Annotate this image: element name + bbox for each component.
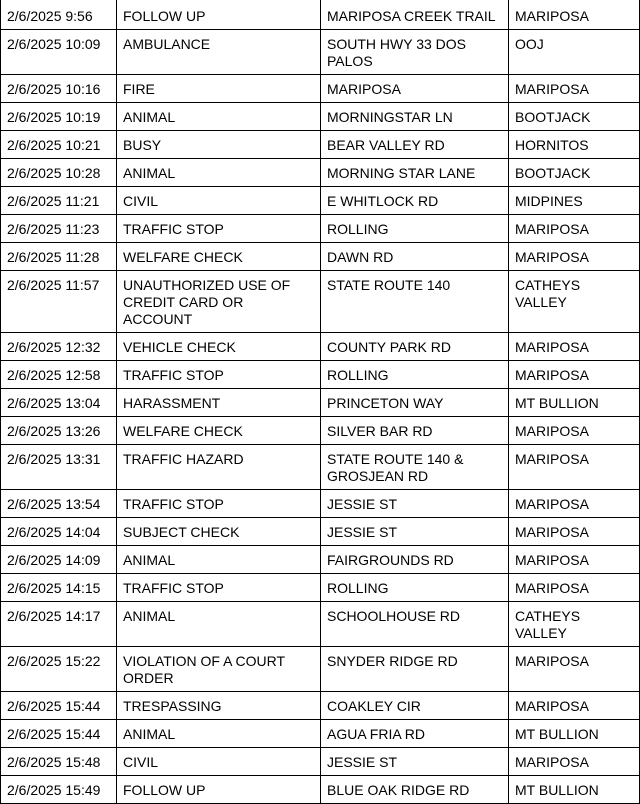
call-datetime-cell: 2/6/2025 14:15 <box>1 574 117 602</box>
call-type-cell: VIOLATION OF A COURT ORDER <box>117 647 321 692</box>
call-area-cell: MT BULLION <box>509 776 640 804</box>
call-location-cell: MORNINGSTAR LN <box>321 103 509 131</box>
table-row <box>1 389 640 417</box>
call-location-cell: SCHOOLHOUSE RD <box>321 602 509 647</box>
table-row <box>1 271 640 333</box>
call-area-cell: BOOTJACK <box>509 159 640 187</box>
call-type-cell: TRAFFIC STOP <box>117 361 321 389</box>
call-datetime-cell: 2/6/2025 13:54 <box>1 490 117 518</box>
call-area-cell: OOJ <box>509 30 640 75</box>
call-datetime-cell: 2/6/2025 13:04 <box>1 389 117 417</box>
call-datetime-cell: 2/6/2025 14:17 <box>1 602 117 647</box>
call-area-cell: BOOTJACK <box>509 103 640 131</box>
call-location-cell: ROLLING <box>321 215 509 243</box>
call-area-cell: MARIPOSA <box>509 546 640 574</box>
call-datetime-cell: 2/6/2025 10:28 <box>1 159 117 187</box>
call-datetime-cell: 2/6/2025 12:58 <box>1 361 117 389</box>
call-area-cell: MARIPOSA <box>509 748 640 776</box>
table-row <box>1 776 640 804</box>
call-log-body <box>1 0 640 804</box>
call-type-cell: ANIMAL <box>117 546 321 574</box>
call-datetime-cell: 2/6/2025 11:57 <box>1 271 117 333</box>
call-type-cell: FOLLOW UP <box>117 776 321 804</box>
call-datetime-cell: 2/6/2025 11:21 <box>1 187 117 215</box>
call-area-cell: MIDPINES <box>509 187 640 215</box>
call-location-cell: E WHITLOCK RD <box>321 187 509 215</box>
call-datetime-cell: 2/6/2025 15:44 <box>1 720 117 748</box>
call-datetime-cell: 2/6/2025 13:31 <box>1 445 117 490</box>
call-type-cell: AMBULANCE <box>117 30 321 75</box>
call-datetime-cell: 2/6/2025 11:23 <box>1 215 117 243</box>
call-datetime-cell: 2/6/2025 14:09 <box>1 546 117 574</box>
call-type-cell: TRAFFIC STOP <box>117 490 321 518</box>
table-row <box>1 361 640 389</box>
call-location-cell: SOUTH HWY 33 DOS PALOS <box>321 30 509 75</box>
table-row <box>1 30 640 75</box>
call-type-cell: FOLLOW UP <box>117 0 321 30</box>
call-type-cell: ANIMAL <box>117 602 321 647</box>
call-type-cell: ANIMAL <box>117 720 321 748</box>
call-type-cell: SUBJECT CHECK <box>117 518 321 546</box>
call-location-cell: MARIPOSA <box>321 75 509 103</box>
call-location-cell: STATE ROUTE 140 & GROSJEAN RD <box>321 445 509 490</box>
call-datetime-cell: 2/6/2025 15:49 <box>1 776 117 804</box>
call-area-cell: MARIPOSA <box>509 215 640 243</box>
call-location-cell: SILVER BAR RD <box>321 417 509 445</box>
call-area-cell: MARIPOSA <box>509 445 640 490</box>
call-area-cell: HORNITOS <box>509 131 640 159</box>
call-area-cell: MARIPOSA <box>509 574 640 602</box>
call-location-cell: BEAR VALLEY RD <box>321 131 509 159</box>
call-location-cell: MORNING STAR LANE <box>321 159 509 187</box>
call-area-cell: MARIPOSA <box>509 518 640 546</box>
call-location-cell: COAKLEY CIR <box>321 692 509 720</box>
call-datetime-cell: 2/6/2025 12:32 <box>1 333 117 361</box>
table-row <box>1 445 640 490</box>
call-area-cell: MARIPOSA <box>509 75 640 103</box>
call-datetime-cell: 2/6/2025 15:22 <box>1 647 117 692</box>
call-type-cell: ANIMAL <box>117 103 321 131</box>
call-datetime-cell: 2/6/2025 10:16 <box>1 75 117 103</box>
call-datetime-cell: 2/6/2025 10:21 <box>1 131 117 159</box>
call-datetime-cell: 2/6/2025 11:28 <box>1 243 117 271</box>
call-area-cell: MARIPOSA <box>509 361 640 389</box>
call-location-cell: JESSIE ST <box>321 490 509 518</box>
call-type-cell: WELFARE CHECK <box>117 417 321 445</box>
call-location-cell: ROLLING <box>321 361 509 389</box>
table-row <box>1 692 640 720</box>
table-row <box>1 546 640 574</box>
call-type-cell: VEHICLE CHECK <box>117 333 321 361</box>
call-area-cell: CATHEYS VALLEY <box>509 271 640 333</box>
call-type-cell: ANIMAL <box>117 159 321 187</box>
call-datetime-cell: 2/6/2025 15:48 <box>1 748 117 776</box>
table-row <box>1 333 640 361</box>
table-row <box>1 574 640 602</box>
call-location-cell: FAIRGROUNDS RD <box>321 546 509 574</box>
call-type-cell: TRAFFIC STOP <box>117 574 321 602</box>
call-area-cell: MARIPOSA <box>509 243 640 271</box>
call-area-cell: CATHEYS VALLEY <box>509 602 640 647</box>
call-type-cell: TRAFFIC HAZARD <box>117 445 321 490</box>
call-type-cell: WELFARE CHECK <box>117 243 321 271</box>
call-datetime-cell: 2/6/2025 13:26 <box>1 417 117 445</box>
table-row <box>1 748 640 776</box>
call-area-cell: MT BULLION <box>509 389 640 417</box>
table-row <box>1 720 640 748</box>
call-datetime-cell: 2/6/2025 9:56 <box>1 0 117 30</box>
call-location-cell: PRINCETON WAY <box>321 389 509 417</box>
table-row <box>1 417 640 445</box>
call-area-cell: MARIPOSA <box>509 417 640 445</box>
call-location-cell: ROLLING <box>321 574 509 602</box>
call-datetime-cell: 2/6/2025 10:09 <box>1 30 117 75</box>
table-row <box>1 647 640 692</box>
call-location-cell: MARIPOSA CREEK TRAIL <box>321 0 509 30</box>
table-row <box>1 215 640 243</box>
table-row <box>1 187 640 215</box>
call-location-cell: STATE ROUTE 140 <box>321 271 509 333</box>
call-area-cell: MARIPOSA <box>509 647 640 692</box>
call-datetime-cell: 2/6/2025 14:04 <box>1 518 117 546</box>
call-location-cell: COUNTY PARK RD <box>321 333 509 361</box>
call-type-cell: CIVIL <box>117 187 321 215</box>
call-area-cell: MARIPOSA <box>509 692 640 720</box>
call-type-cell: HARASSMENT <box>117 389 321 417</box>
call-location-cell: AGUA FRIA RD <box>321 720 509 748</box>
call-type-cell: FIRE <box>117 75 321 103</box>
table-row <box>1 0 640 30</box>
call-location-cell: JESSIE ST <box>321 748 509 776</box>
call-type-cell: TRESPASSING <box>117 692 321 720</box>
table-row <box>1 75 640 103</box>
call-datetime-cell: 2/6/2025 15:44 <box>1 692 117 720</box>
call-location-cell: SNYDER RIDGE RD <box>321 647 509 692</box>
call-type-cell: TRAFFIC STOP <box>117 215 321 243</box>
table-row <box>1 243 640 271</box>
call-location-cell: JESSIE ST <box>321 518 509 546</box>
table-row <box>1 490 640 518</box>
table-row <box>1 103 640 131</box>
call-area-cell: MARIPOSA <box>509 490 640 518</box>
table-row <box>1 602 640 647</box>
call-location-cell: BLUE OAK RIDGE RD <box>321 776 509 804</box>
table-row <box>1 131 640 159</box>
call-type-cell: CIVIL <box>117 748 321 776</box>
call-area-cell: MARIPOSA <box>509 0 640 30</box>
table-row <box>1 159 640 187</box>
call-area-cell: MT BULLION <box>509 720 640 748</box>
call-type-cell: UNAUTHORIZED USE OF CREDIT CARD OR ACCOUNT <box>117 271 321 333</box>
table-row <box>1 518 640 546</box>
call-area-cell: MARIPOSA <box>509 333 640 361</box>
call-location-cell: DAWN RD <box>321 243 509 271</box>
call-datetime-cell: 2/6/2025 10:19 <box>1 103 117 131</box>
call-type-cell: BUSY <box>117 131 321 159</box>
